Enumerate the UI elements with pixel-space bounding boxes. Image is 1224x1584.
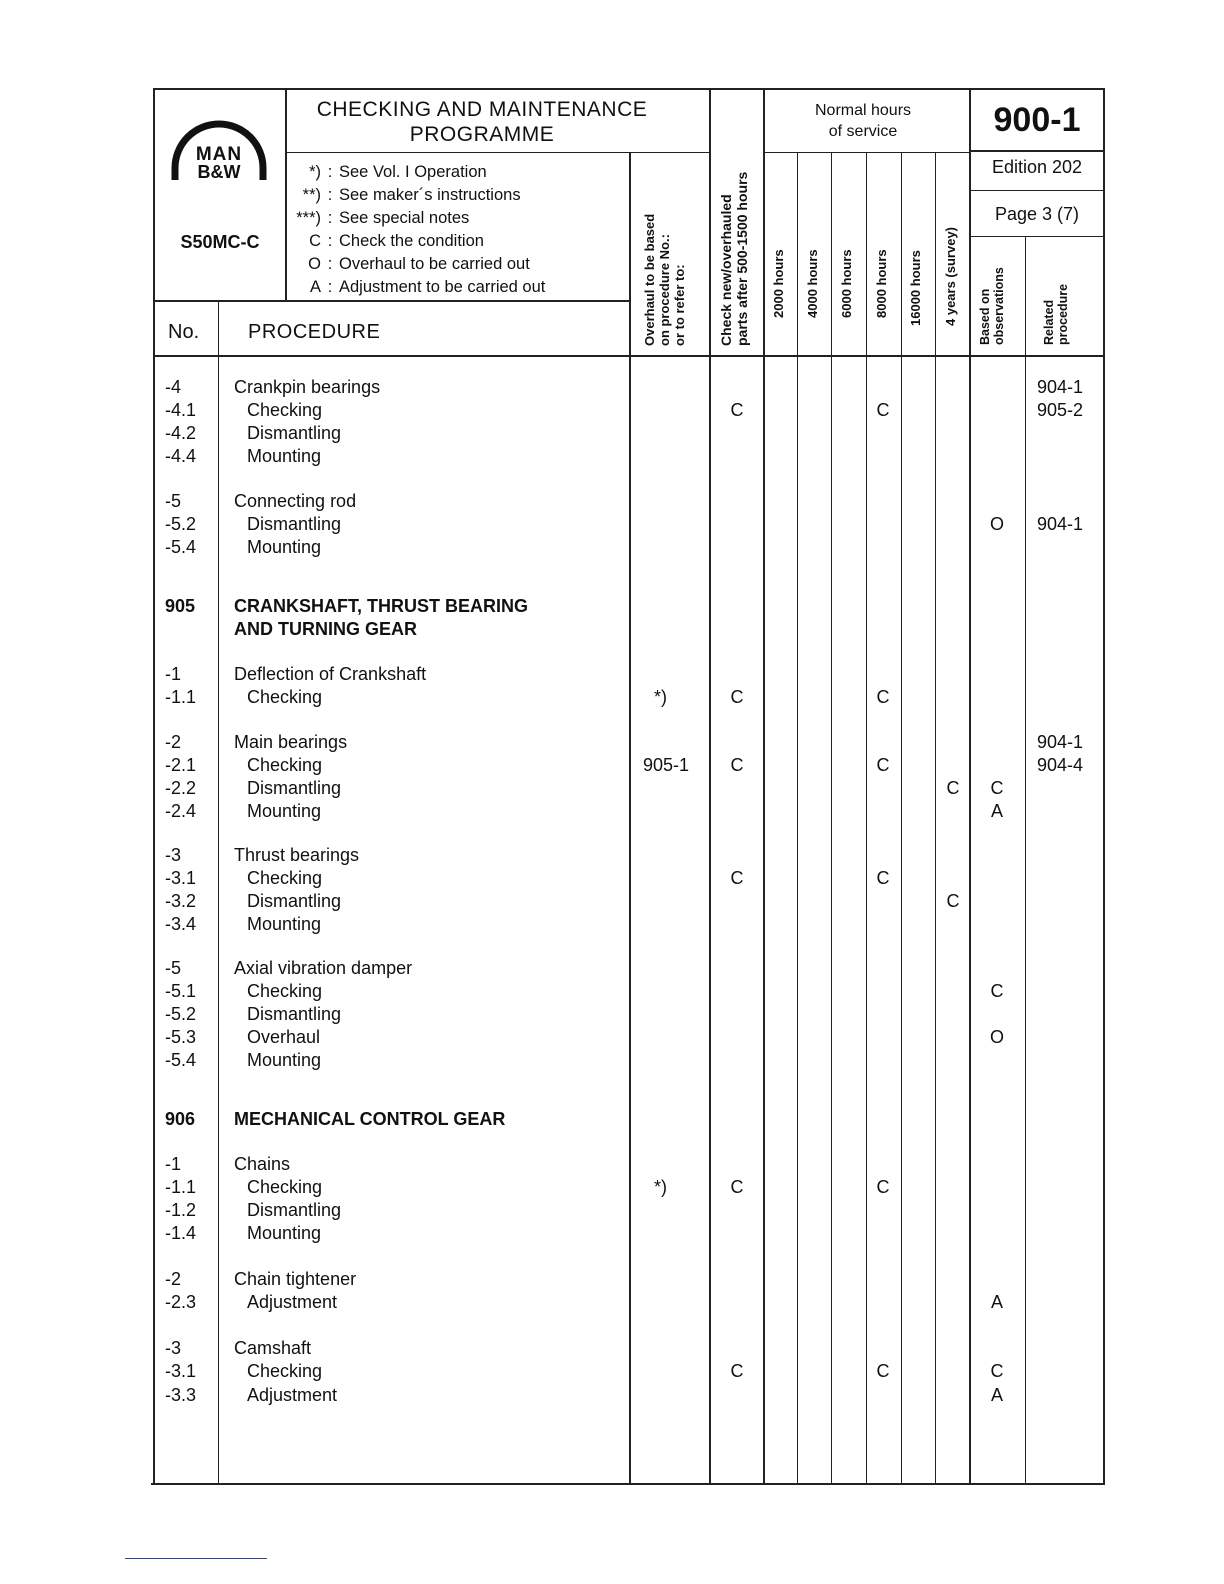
row-number: -5.2 (165, 514, 197, 534)
legend-item: C : Check the condition (309, 232, 484, 250)
row-number: -3 (165, 1338, 182, 1358)
row-mark-years4: C (946, 891, 960, 911)
col-header-procedure: PROCEDURE (248, 321, 381, 343)
legend-item: O : Overhaul to be carried out (308, 255, 530, 273)
col-header-8000-hours: 8000 hours (874, 249, 889, 318)
row-procedure: Dismantling (247, 423, 342, 443)
doc-number: 900-1 (993, 101, 1081, 139)
row-procedure: Thrust bearings (234, 845, 360, 865)
row-related-procedure: 904-1 (1037, 732, 1084, 752)
row-procedure: Chain tightener (234, 1269, 357, 1289)
row-mark-obs: C (990, 1361, 1004, 1381)
row-number: -2 (165, 1269, 182, 1289)
legend-item: ***) : See special notes (296, 209, 470, 227)
title-line-2: PROGRAMME (409, 123, 555, 146)
page-number: Page 3 (7) (994, 204, 1080, 224)
row-mark-check: C (730, 400, 744, 420)
row-number: -2 (165, 732, 182, 752)
row-procedure: Dismantling (247, 891, 342, 911)
row-number: 906 (165, 1109, 196, 1129)
normal-hours-heading: Normal hours of service (814, 102, 912, 140)
page-title (287, 97, 677, 147)
row-mark-obs: A (990, 801, 1003, 821)
row-procedure: Main bearings (234, 732, 348, 752)
row-number: -5.1 (165, 981, 197, 1001)
row-procedure: Deflection of Crankshaft (234, 664, 427, 684)
row-number: -4.1 (165, 400, 197, 420)
row-procedure: Mounting (247, 446, 322, 466)
row-procedure: MECHANICAL CONTROL GEAR (234, 1109, 506, 1129)
row-procedure: Mounting (247, 1223, 322, 1243)
row-mark-h8000: C (876, 868, 890, 888)
legend-item: A : Adjustment to be carried out (309, 278, 546, 296)
row-number: 905 (165, 596, 196, 616)
row-mark-check: C (730, 687, 744, 707)
row-procedure: Adjustment (247, 1385, 338, 1405)
row-procedure: Checking (247, 1177, 323, 1197)
man-bw-logo: MAN B&W (165, 118, 273, 188)
legend (285, 161, 625, 299)
row-procedure: Mounting (247, 914, 322, 934)
row-number: -4.2 (165, 423, 197, 443)
row-procedure: Checking (247, 868, 323, 888)
row-procedure: AND TURNING GEAR (234, 619, 417, 639)
footer-rule (125, 1558, 267, 1559)
row-overhaul-ref: *) (654, 1177, 667, 1197)
row-procedure: Adjustment (247, 1292, 338, 1312)
row-procedure: CRANKSHAFT, THRUST BEARING (234, 596, 528, 616)
row-mark-obs: A (990, 1385, 1003, 1405)
row-related-procedure: 904-1 (1037, 377, 1084, 397)
row-procedure: Checking (247, 687, 323, 707)
row-procedure: Dismantling (247, 514, 342, 534)
row-mark-h8000: C (876, 687, 890, 707)
row-number: -5.4 (165, 1050, 197, 1070)
edition: Edition 202 (991, 157, 1083, 177)
row-number: -5.4 (165, 537, 197, 557)
row-mark-years4: C (946, 778, 960, 798)
row-related-procedure: 904-1 (1037, 514, 1084, 534)
row-number: -1 (165, 1154, 182, 1174)
row-procedure: Mounting (247, 801, 322, 821)
row-number: -1.1 (165, 687, 197, 707)
row-number: -1 (165, 664, 182, 684)
row-number: -1.1 (165, 1177, 197, 1197)
row-procedure: Checking (247, 755, 323, 775)
row-number: -3.1 (165, 868, 197, 888)
row-procedure: Dismantling (247, 1004, 342, 1024)
row-mark-check: C (730, 1361, 744, 1381)
legend-item: *) : See Vol. I Operation (309, 163, 487, 181)
row-number: -3 (165, 845, 182, 865)
row-number: -5.2 (165, 1004, 197, 1024)
row-procedure: Checking (247, 1361, 323, 1381)
title-line-1: CHECKING AND MAINTENANCE (316, 98, 648, 121)
row-mark-h8000: C (876, 1177, 890, 1197)
row-number: -1.4 (165, 1223, 197, 1243)
row-mark-h8000: C (876, 1361, 890, 1381)
row-mark-obs: O (989, 1027, 1004, 1047)
row-number: -3.3 (165, 1385, 197, 1405)
row-related-procedure: 905-2 (1037, 400, 1084, 420)
row-procedure: Connecting rod (234, 491, 357, 511)
row-procedure: Crankpin bearings (234, 377, 381, 397)
col-header-6000-hours: 6000 hours (839, 249, 854, 318)
row-number: -5.3 (165, 1027, 197, 1047)
engine-model: S50MC-C (180, 232, 260, 252)
row-procedure: Camshaft (234, 1338, 312, 1358)
row-number: -4 (165, 377, 182, 397)
row-mark-check: C (730, 1177, 744, 1197)
row-number: -2.2 (165, 778, 197, 798)
row-procedure: Mounting (247, 1050, 322, 1070)
row-mark-h8000: C (876, 400, 890, 420)
row-number: -5 (165, 958, 182, 978)
row-number: -2.3 (165, 1292, 197, 1312)
row-number: -3.4 (165, 914, 197, 934)
row-mark-obs: A (990, 1292, 1003, 1312)
row-mark-check: C (730, 755, 744, 775)
row-procedure: Checking (247, 400, 323, 420)
row-procedure: Dismantling (247, 1200, 342, 1220)
row-procedure: Checking (247, 981, 323, 1001)
col-header-4-years: 4 years (survey) (943, 226, 958, 326)
row-mark-obs: C (990, 981, 1004, 1001)
col-header-observations: Based on observations (978, 267, 1006, 345)
col-header-related: Related procedure (1042, 283, 1070, 345)
col-header-16000-hours: 16000 hours (908, 250, 923, 326)
row-procedure: Dismantling (247, 778, 342, 798)
row-procedure: Overhaul (247, 1027, 321, 1047)
row-number: -3.2 (165, 891, 197, 911)
row-procedure: Mounting (247, 537, 322, 557)
row-related-procedure: 904-4 (1037, 755, 1084, 775)
col-header-2000-hours: 2000 hours (771, 249, 786, 318)
col-header-check-new: Check new/overhauled parts after 500-1500 hours (718, 171, 750, 346)
col-header-no: No. (168, 321, 200, 343)
col-header-4000-hours: 4000 hours (805, 249, 820, 318)
row-number: -1.2 (165, 1200, 197, 1220)
row-mark-h8000: C (876, 755, 890, 775)
row-procedure: Chains (234, 1154, 291, 1174)
col-header-overhaul: Overhaul to be based on procedure No.: or to refer to: (642, 213, 687, 346)
row-mark-obs: O (989, 514, 1004, 534)
row-procedure: Axial vibration damper (234, 958, 413, 978)
row-overhaul-ref: 905-1 (643, 755, 690, 775)
row-number: -5 (165, 491, 182, 511)
row-mark-obs: C (990, 778, 1004, 798)
row-number: -4.4 (165, 446, 197, 466)
row-mark-check: C (730, 868, 744, 888)
row-overhaul-ref: *) (654, 687, 667, 707)
legend-item: **) : See maker´s instructions (302, 186, 521, 204)
row-number: -3.1 (165, 1361, 197, 1381)
row-number: -2.4 (165, 801, 197, 821)
row-number: -2.1 (165, 755, 197, 775)
